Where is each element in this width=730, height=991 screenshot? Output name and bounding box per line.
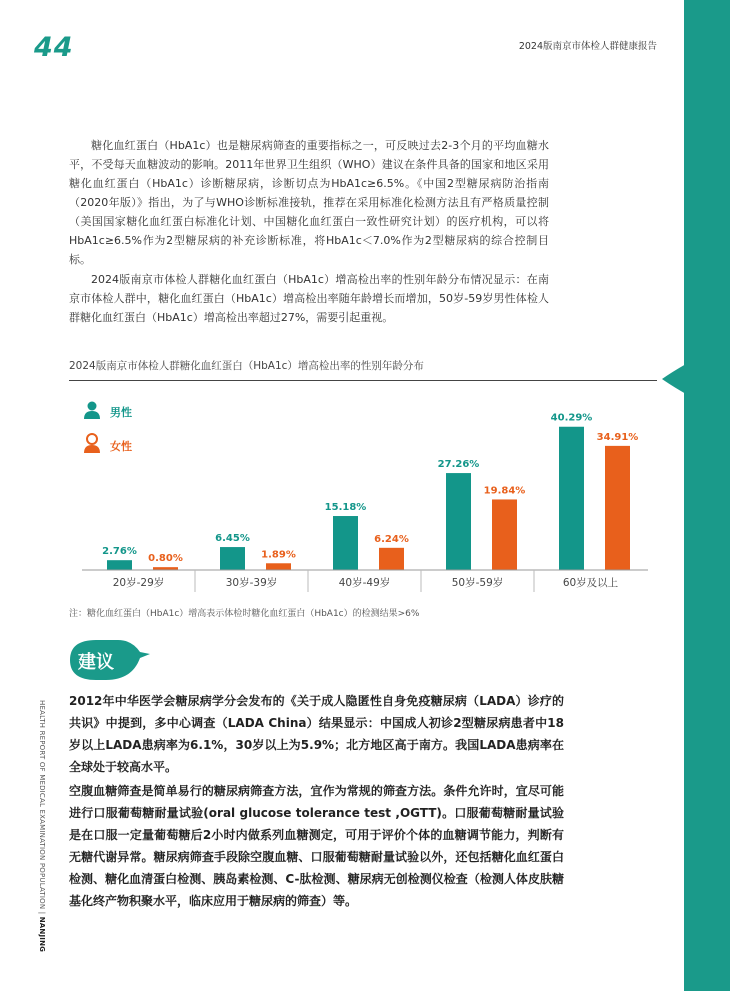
side-text-sep: | <box>38 909 46 917</box>
legend-female <box>84 434 132 453</box>
legend-male-label: 男性 <box>110 406 132 419</box>
male-person-icon <box>84 402 100 420</box>
x-tick-label-1: 30岁-39岁 <box>225 577 278 589</box>
data-label-female-0: 0.80% <box>148 553 183 565</box>
advice-label: 建议 <box>78 652 114 673</box>
data-label-male-4: 40.29% <box>550 412 593 424</box>
chart-note: 注：糖化血红蛋白（HbA1c）增高表示体检时糖化血红蛋白（HbA1c）的检测结果>6% <box>69 609 420 619</box>
bar-male-2 <box>333 516 358 570</box>
data-label-female-2: 6.24% <box>374 533 409 545</box>
body-paragraph-2: 2024版南京市体检人群糖化血红蛋白（HbA1c）增高检出率的性别年龄分布情况显示：在南京市体检人群中，糖化血红蛋白（HbA1c）增高检出率随年龄增长而增加，50岁-59岁男性体检人群糖化血红蛋白（HbA1c）增高检出率超过27%，需要引起重视。 <box>69 273 549 324</box>
female-person-icon <box>84 434 100 453</box>
bar-female-2 <box>379 548 404 570</box>
data-label-male-0: 2.76% <box>102 546 137 558</box>
legend-male <box>84 402 132 420</box>
report-title: 2024版南京市体检人群健康报告 <box>518 41 657 52</box>
bar-series-group <box>102 413 638 570</box>
advice-paragraph-2: 空腹血糖筛查是简单易行的糖尿病筛查方法，宜作为常规的筛查方法。条件允许时，宜尽可能进行口服葡萄糖耐量试验(oral glucose tolerance test ,OGTT)。口服葡萄糖耐量试验是在口服一定量葡萄糖后2小时内做系列血糖测定，可用于评价个体的血糖调节能力，判断有无糖代谢异常。糖尿病筛查手段除空腹血糖、口服葡萄糖耐量试验以外，还包括糖化血红蛋白检测、糖化血清蛋白检测、胰岛素检测、C-肽检测、糖尿病无创检测仪检查（检测人体皮肤糖基化终产物积聚水平，临床应用于糖尿病的筛查）等。 <box>69 784 564 908</box>
bar-male-1 <box>220 547 245 570</box>
side-text-main: HEALTH REPORT OF MEDICAL EXAMINATION POPULATION <box>38 700 46 910</box>
bar-male-3 <box>446 473 471 570</box>
bar-female-1 <box>266 563 291 570</box>
data-label-female-4: 34.91% <box>596 431 639 443</box>
bar-male-0 <box>107 560 132 570</box>
x-tick-label-4: 60岁及以上 <box>562 577 619 589</box>
data-label-female-1: 1.89% <box>261 549 296 561</box>
side-vertical-text <box>36 700 46 960</box>
x-tick-label-0: 20岁-29岁 <box>112 577 165 589</box>
body-paragraph-1: 糖化血红蛋白（HbA1c）也是糖尿病筛查的重要指标之一，可反映过去2-3个月的平均血糖水平，不受每天血糖波动的影响。2011年世界卫生组织（WHO）建议在条件具备的国家和地区采用糖化血红蛋白（HbA1c）诊断糖尿病，诊断切点为HbA1c≥6.5%。《中国2型糖尿病防治指南（2020年版）》指出，为了与WHO诊断标准接轨，推荐在采用标准化检测方法且有严格质量控制（美国国家糖化血红蛋白标准化计划、中国糖化血红蛋白一致性研究计划）的医疗机构，可以将HbA1c≥6.5%作为2型糖尿病的补充诊断标准，将HbA1c＜7.0%作为2型糖尿病的综合控制目标。 <box>69 139 549 266</box>
side-text-city: NANJING <box>38 916 46 953</box>
data-label-male-1: 6.45% <box>215 533 250 545</box>
bar-chart <box>60 385 660 605</box>
bar-male-4 <box>559 427 584 570</box>
bar-female-4 <box>605 446 630 570</box>
chart-title-rule <box>69 380 657 381</box>
x-tick-label-2: 40岁-49岁 <box>338 577 391 589</box>
legend-female-label: 女性 <box>110 440 132 453</box>
data-label-male-2: 15.18% <box>324 502 367 514</box>
data-label-male-3: 27.26% <box>437 459 480 471</box>
advice-paragraph-1: 2012年中华医学会糖尿病学分会发布的《关于成人隐匿性自身免疫糖尿病（LADA）诊疗的共识》中提到，多中心调查（LADA China）结果显示：中国成人初诊2型糖尿病患者中18岁以上LADA患病率为6.1%，30岁以上为5.9%；北方地区高于南方。我国LADA患病率在全球处于较高水平。 <box>69 694 564 774</box>
x-axis-ticks <box>113 570 619 592</box>
data-label-female-3: 19.84% <box>483 485 526 497</box>
right-accent-band <box>684 0 730 991</box>
x-tick-label-3: 50岁-59岁 <box>451 577 504 589</box>
page-number: 44 <box>34 32 74 63</box>
chart-title: 2024版南京市体检人群糖化血红蛋白（HbA1c）增高检出率的性别年龄分布 <box>69 360 424 372</box>
teal-tab-marker <box>662 364 686 394</box>
bar-female-3 <box>492 499 517 570</box>
